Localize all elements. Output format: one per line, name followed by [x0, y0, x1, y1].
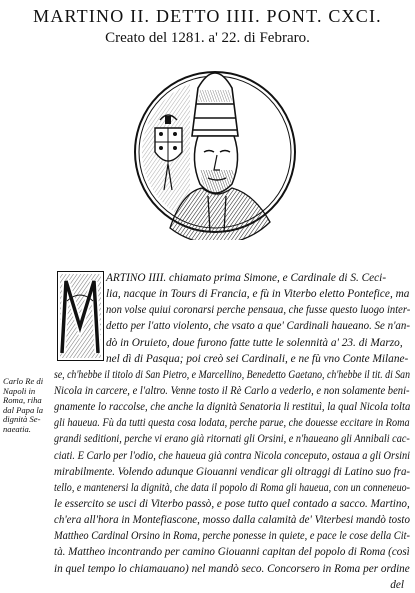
- body-text: [54, 270, 410, 593]
- margin-note-line: Roma, riha: [3, 395, 42, 406]
- text-line: se, ch'hebbe il titolo di San Pietro, e Marcellino, Benedetto Gaetano, ch'hebbe il tit. di San: [54, 368, 410, 381]
- pope-portrait-medallion: [130, 60, 300, 240]
- text-line: gnamente lo raccolse, che anche la dignità Senatoria li restituì, la qual Nicola tolta: [54, 401, 411, 414]
- text-line: nel dì di Pasqua; poi creò sei Cardinali, e ne fù vno Conte Milane-: [106, 352, 409, 365]
- text-line: in quel tempo lo chiamauano) nel mandò seco. Concorsero in Roma per ordine: [54, 562, 410, 575]
- margin-note: [3, 377, 51, 435]
- text-line: ciati. E Carlo per l'odio, che haueua già contra Nicola conceputo, ostaua a gli Orsini: [54, 449, 411, 462]
- text-line: ch'era all'hora in Montefiascone, mosso dalla calamità de' Viterbesi mandò tosto: [54, 514, 410, 527]
- text-line: lia, nacque in Tours di Francia, e fù in Viterbo eletto Pontefice, ma: [106, 288, 410, 301]
- text-line: tà. Mattheo incontrando per camino Giouanni capitan del popolo di Roma (così: [54, 546, 410, 559]
- text-line: le essercito se usci di Viterbo passò, e pose tutto quel contado a sacco. Martino,: [54, 497, 410, 510]
- page-title: MARTINO II. DETTO IIII. PONT. CXCI.: [33, 6, 382, 26]
- text-line: gli haueua. Fù da tutti questa cosa lodata, perche parue, che douesse eccitare in Roma: [54, 417, 410, 430]
- text-line: dò in Oruieto, doue furono fatte tutte le solennità a' 23. di Marzo,: [106, 336, 403, 349]
- margin-note-line: naeatia.: [3, 423, 31, 434]
- text-line: Nicola in carcere, e l'altro. Venne tosto il Rè Carlo a vederlo, e non solamente beni-: [54, 384, 410, 397]
- text-line: ARTINO IIII. chiamato prima Simone, e Cardinale di S. Ceci-: [106, 272, 387, 284]
- text-line: non volse quiui coronarsi perche pensaua, che fusse questo luogo inter-: [106, 304, 411, 317]
- page-subtitle: Creato del 1281. a' 22. di Febraro.: [105, 30, 310, 46]
- text-line: detto per l'atto violento, che vsato a que' Cardinali haueano. Se n'an-: [106, 320, 410, 333]
- text-line: grandi seditioni, perche vi erano già ritornati gli Orsini, e n'haueano gli Annibali cac-: [54, 433, 410, 446]
- text-line: mirabilmente. Volendo adunque Giouanni vendicar gli oltraggi di Latino suo fra-: [54, 465, 411, 478]
- margin-note-line: dignità Se-: [3, 414, 41, 425]
- margin-note-line: Carlo Re di: [3, 376, 44, 386]
- text-line: tello, e mantenersi la dignità, che data il popolo di Roma gli haueua, con un conneneuo-: [54, 481, 410, 494]
- margin-note-line: dal Papa la: [3, 404, 44, 415]
- text-line: Mattheo Cardinal Orsino in Roma, perche ponesse in quiete, e pace le cose della Cit-: [54, 530, 410, 543]
- catchword: del: [390, 578, 404, 591]
- margin-note-line: Napoli in: [3, 385, 36, 396]
